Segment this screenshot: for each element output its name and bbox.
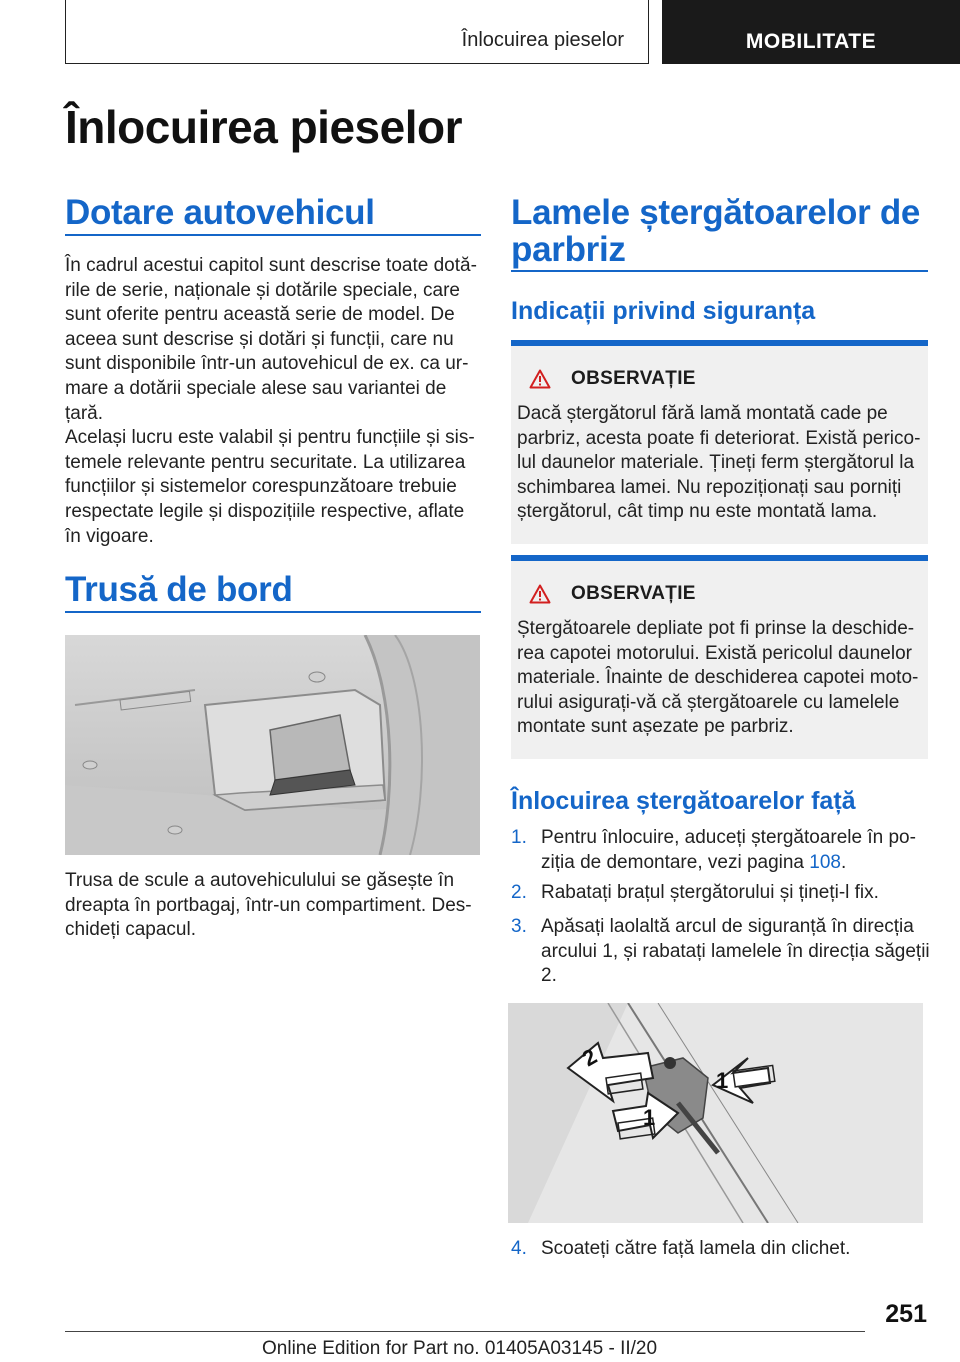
- page-link[interactable]: 108: [809, 851, 841, 873]
- warning-icon: [529, 584, 551, 604]
- step-text: Apăsați laolaltă arcul de siguranță în direcția arcului 1, și rabatați lamelele în direcția săgeții 2.: [541, 916, 930, 987]
- notice-box-2: [511, 555, 928, 759]
- page-title: Înlocuirea pieselor: [65, 101, 462, 153]
- header-frame: [65, 0, 649, 64]
- trunk-toolkit-image: [65, 635, 480, 855]
- section-title-toolkit: Trusă de bord: [65, 570, 293, 609]
- figure-label-1b: 1: [716, 1068, 729, 1093]
- notice-text: Dacă ștergătorul fără lamă montată cade pe parbriz, acesta poate fi deteriorat. Există perico- lul daunelor materiale. Țineți ferm ștergătorul la schimbarea lamei. Nu repoziționați sau porniți ștergătorul, cât timp nu este montată lama.: [517, 403, 921, 523]
- page-number: 251: [885, 1300, 927, 1328]
- section-rule: [65, 234, 481, 236]
- figure-label-1a: 1: [643, 1105, 656, 1130]
- step-text: Rabatați brațul ștergătorului și țineți-l fix.: [541, 882, 879, 903]
- list-item: [511, 915, 931, 989]
- step-number: 3.: [511, 916, 527, 937]
- notice-label: OBSERVAȚIE: [571, 583, 696, 604]
- step-text-end: .: [840, 851, 847, 873]
- notice-box-1: [511, 340, 928, 544]
- front-wipers-subtitle: Înlocuirea ștergătoarelor față: [511, 787, 856, 815]
- list-item: [511, 826, 931, 875]
- notice-header: [529, 583, 696, 605]
- notice-header: [529, 368, 696, 390]
- list-item: [511, 881, 931, 906]
- step-number: 2.: [511, 882, 527, 903]
- list-item: [511, 1237, 931, 1262]
- notice-text: Ștergătoarele depliate pot fi prinse la deschide- rea capotei motorului. Există pericolul daunelor materiale. Înainte de deschiderea capotei moto- rului asigurați-vă că ștergătoarele cu lamelele montate sunt așezate pe parbriz.: [517, 618, 919, 738]
- header-section-title: Înlocuirea pieselor: [461, 29, 624, 51]
- section-title-wipers-line2: parbriz: [511, 230, 626, 269]
- section-rule: [511, 270, 928, 272]
- step-text: Pentru înlocuire, aduceți ștergătoarele în po- ziția de demontare, vezi pagina: [541, 827, 916, 873]
- notice-label: OBSERVAȚIE: [571, 368, 696, 389]
- footer-rule: [65, 1331, 865, 1332]
- toolkit-caption: Trusa de scule a autovehiculului se găsește în dreapta în portbagaj, într-un compartiment. Des- chideți capacul.: [65, 870, 472, 941]
- footer-edition-text: Online Edition for Part no. 01405A03145 - II/20: [262, 1338, 658, 1359]
- section-title-equipment: Dotare autovehicul: [65, 193, 375, 232]
- step-text: Scoateți către față lamela din clichet.: [541, 1238, 851, 1259]
- equipment-paragraph: În cadrul acestui capitol sunt descrise toate dotă- rile de serie, naționale și dotările speciale, care sunt oferite pentru această serie de model. De aceea sunt descrise și dotări și funcții, care nu sunt disponibile într-un autovehicul de ex. ca ur- mare a dotării speciale alese sau variantei de țară. Același lucru este valabil și pentru funcțiile și sis- temele relevante pentru securitate. La utilizarea funcțiilor și sistemelor corespunzătoare trebuie respectate legile și dispozițiile respective, aflate în vigoare.: [65, 255, 477, 547]
- step-number: 4.: [511, 1238, 527, 1259]
- wiper-blade-figure: [508, 1003, 923, 1223]
- figure-label-2: 2: [578, 1043, 602, 1072]
- header-chapter-tab[interactable]: MOBILITATE: [662, 0, 960, 64]
- section-title-wipers-line1: Lamele ștergătoarelor de: [511, 193, 921, 232]
- section-rule: [65, 611, 481, 613]
- safety-subtitle: Indicații privind siguranța: [511, 297, 816, 325]
- step-number: 1.: [511, 827, 527, 848]
- warning-icon: [529, 369, 551, 389]
